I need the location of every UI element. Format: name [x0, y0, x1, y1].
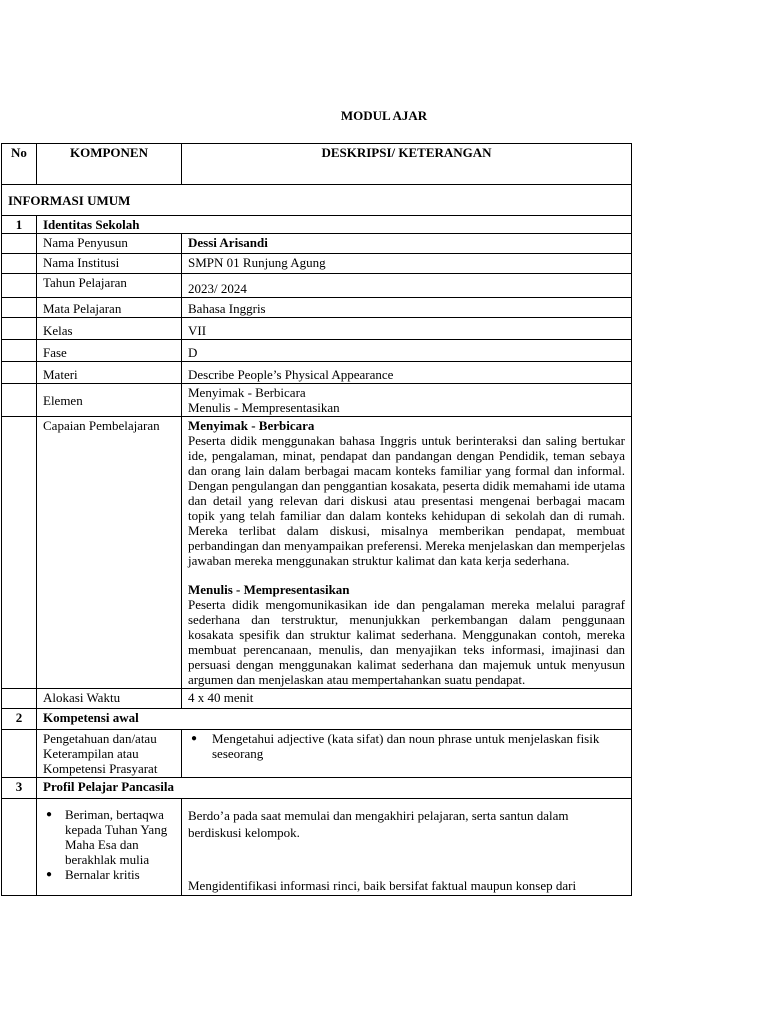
section-1-no: 1: [2, 216, 37, 234]
empty-cell: [2, 730, 37, 778]
capaian-value: [182, 417, 632, 689]
kompetensi-value: [182, 730, 632, 778]
section-3-no: 3: [2, 778, 37, 799]
profil-descriptions: [182, 799, 632, 896]
kompetensi-row: [2, 730, 632, 778]
section-2-title: Kompetensi awal: [37, 709, 632, 730]
alokasi-row: [2, 689, 632, 709]
table-row: [2, 362, 632, 384]
table-row: [2, 274, 632, 298]
empty-cell: [2, 689, 37, 709]
empty-cell: [2, 254, 37, 274]
capaian-heading-1: Menyimak - Berbicara: [188, 418, 315, 433]
section-2-row: [2, 709, 632, 730]
kompetensi-label-line: Keterampilan atau: [43, 746, 139, 761]
profil-row: [2, 799, 632, 896]
empty-cell: [2, 318, 37, 340]
elemen-value: [182, 384, 632, 417]
kompetensi-label-line: Kompetensi Prasyarat: [43, 761, 158, 776]
header-no: No: [2, 144, 37, 185]
row-label: Nama Institusi: [37, 254, 182, 274]
alokasi-label: Alokasi Waktu: [37, 689, 182, 709]
profil-desc-1: Berdo’a pada saat memulai dan mengakhiri pelajaran, serta santun dalam berdiskusi kelompok.: [188, 808, 569, 840]
list-item: ● Beriman, bertaqwa kepada Tuhan Yang Maha Esa dan berakhlak mulia: [43, 807, 175, 867]
elemen-line-1: Menyimak - Berbicara: [188, 385, 306, 400]
modul-ajar-table: [1, 143, 632, 896]
kompetensi-label-line: Pengetahuan dan/atau: [43, 731, 157, 746]
section-3-row: [2, 778, 632, 799]
row-label: Tahun Pelajaran: [37, 274, 182, 298]
profil-items: [37, 799, 182, 896]
profil-list: [43, 807, 175, 882]
table-row: [2, 318, 632, 340]
row-value: SMPN 01 Runjung Agung: [182, 254, 632, 274]
elemen-row: [2, 384, 632, 417]
alokasi-value: 4 x 40 menit: [182, 689, 632, 709]
kompetensi-label: [37, 730, 182, 778]
row-label: Kelas: [37, 318, 182, 340]
empty-cell: [2, 274, 37, 298]
kompetensi-list: [188, 731, 625, 761]
table-header-row: [2, 144, 632, 185]
empty-cell: [2, 234, 37, 254]
row-label: Nama Penyusun: [37, 234, 182, 254]
table-row: [2, 254, 632, 274]
section-informasi-umum-row: [2, 185, 632, 216]
elemen-line-2: Menulis - Mempresentasikan: [188, 400, 340, 415]
row-value: Dessi Arisandi: [182, 234, 632, 254]
capaian-text-1: Peserta didik menggunakan bahasa Inggris untuk berinteraksi dan saling bertukar ide, pengalaman, minat, pendapat dan pandangan dengan Pendidik, teman sebaya dan orang lain dalam berbagai macam konteks familiar yang formal dan informal. Dengan pengulangan dan penggantian kosakata, peserta didik memahami ide utama dan detail yang relevan dari diskusi atau presentasi mengenai berbagai macam topik yang telah familiar dan dalam konteks kehidupan di sekolah dan di rumah. Mereka terlibat dalam diskusi, misalnya memberikan pendapat, membuat perbandingan dan menyampaikan preferensi. Mereka menjelaskan dan memperjelas jawaban mereka menggunakan struktur kalimat dan kata kerja sederhana.: [188, 433, 625, 568]
empty-cell: [2, 362, 37, 384]
row-value: Describe People’s Physical Appearance: [182, 362, 632, 384]
table-row: [2, 340, 632, 362]
empty-cell: [2, 340, 37, 362]
section-3-title: Profil Pelajar Pancasila: [37, 778, 632, 799]
row-label: Mata Pelajaran: [37, 298, 182, 318]
empty-cell: [2, 417, 37, 689]
section-1-row: [2, 216, 632, 234]
list-item: ● Bernalar kritis: [43, 867, 175, 882]
section-2-no: 2: [2, 709, 37, 730]
row-label: Materi: [37, 362, 182, 384]
table-row: [2, 234, 632, 254]
capaian-label: Capaian Pembelajaran: [37, 417, 182, 689]
empty-cell: [2, 384, 37, 417]
header-komponen: KOMPONEN: [37, 144, 182, 185]
row-value: 2023/ 2024: [182, 274, 632, 298]
empty-cell: [2, 298, 37, 318]
row-label: Fase: [37, 340, 182, 362]
header-deskripsi: DESKRIPSI/ KETERANGAN: [182, 144, 632, 185]
row-value: Bahasa Inggris: [182, 298, 632, 318]
elemen-label: Elemen: [37, 384, 182, 417]
capaian-text-2: Peserta didik mengomunikasikan ide dan pengalaman mereka melalui paragraf sederhana dan terstruktur, menunjukkan perkembangan dalam penggunaan kosakata spesifik dan struktur kalimat sederhana. Menggunakan contoh, mereka membuat perencanaan, menulis, dan menyajikan teks informasi, imajinasi dan persuasi dengan menggunakan kalimat sederhana dan majemuk untuk menyusun argumen dan menjelaskan atau mempertahankan suatu pendapat.: [188, 597, 625, 687]
table-row: [2, 298, 632, 318]
capaian-row: [2, 417, 632, 689]
list-item: ● Mengetahui adjective (kata sifat) dan noun phrase untuk menjelaskan fisik seseorang: [188, 731, 625, 761]
spacer: [188, 568, 625, 582]
capaian-heading-2: Menulis - Mempresentasikan: [188, 582, 350, 597]
profil-desc-2: Mengidentifikasi informasi rinci, baik bersifat faktual maupun konsep dari: [188, 878, 577, 893]
row-value: D: [182, 340, 632, 362]
page-title: MODUL AJAR: [340, 108, 428, 123]
section-1-title: Identitas Sekolah: [37, 216, 632, 234]
section-informasi-umum: INFORMASI UMUM: [2, 185, 632, 216]
empty-cell: [2, 799, 37, 896]
row-value: VII: [182, 318, 632, 340]
